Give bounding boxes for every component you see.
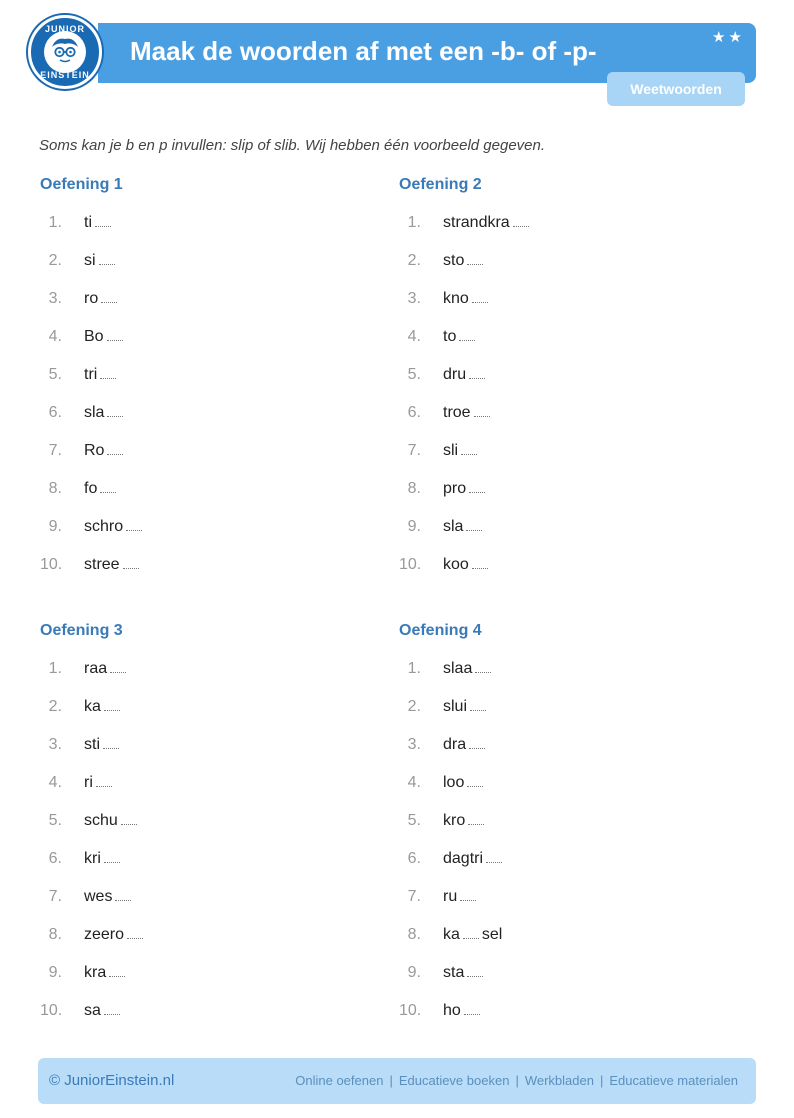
list-item xyxy=(40,441,380,479)
footer xyxy=(38,1058,756,1104)
answer-blank[interactable] xyxy=(461,441,477,455)
list-item xyxy=(399,251,739,289)
item-word-group xyxy=(443,441,477,461)
item-word-group xyxy=(443,403,490,423)
item-word: schu xyxy=(84,812,118,829)
item-number: 10. xyxy=(40,1002,63,1019)
exercise-4 xyxy=(399,621,739,1039)
footer-links xyxy=(295,1073,738,1088)
instruction-text: Soms kan je b en p invullen: slip of slib. Wij hebben één voorbeeld gegeven. xyxy=(39,137,546,154)
item-word: kro xyxy=(443,812,466,829)
item-word-group xyxy=(443,963,483,983)
item-number: 6. xyxy=(48,850,62,867)
answer-blank[interactable] xyxy=(99,251,115,265)
item-number: 8. xyxy=(48,480,62,497)
answer-blank[interactable] xyxy=(104,1001,120,1015)
item-number: 8. xyxy=(407,926,421,943)
answer-blank[interactable] xyxy=(469,365,485,379)
answer-blank[interactable] xyxy=(109,963,125,977)
exercise-title: Oefening 4 xyxy=(399,622,482,639)
exercise-title: Oefening 1 xyxy=(40,176,123,193)
item-word: stree xyxy=(84,556,120,573)
answer-blank[interactable] xyxy=(121,811,137,825)
item-number: 10. xyxy=(40,556,63,573)
footer-link-educatieve-materialen[interactable]: Educatieve materialen xyxy=(609,1073,738,1088)
list-item xyxy=(40,659,380,697)
exercise-1 xyxy=(40,175,380,593)
item-word-group xyxy=(84,697,120,717)
item-word: kri xyxy=(84,850,101,867)
item-word: to xyxy=(443,328,457,345)
logo-text-top: JUNIOR xyxy=(44,24,85,34)
item-word-group xyxy=(84,1001,120,1021)
answer-blank[interactable] xyxy=(100,479,116,493)
answer-blank[interactable] xyxy=(115,887,131,901)
list-item xyxy=(399,441,739,479)
list-item xyxy=(399,963,739,1001)
item-number: 4. xyxy=(48,774,62,791)
logo-text-bottom: EINSTEIN xyxy=(40,70,90,80)
item-word-group xyxy=(443,289,488,309)
category-badge[interactable]: Weetwoorden xyxy=(607,72,745,106)
item-word: troe xyxy=(443,404,471,421)
answer-blank[interactable] xyxy=(110,659,126,673)
list-item xyxy=(399,213,739,251)
item-word: kno xyxy=(443,290,469,307)
item-number: 2. xyxy=(407,698,421,715)
item-number: 3. xyxy=(407,736,421,753)
item-word-group xyxy=(443,251,483,271)
item-word: kra xyxy=(84,964,107,981)
answer-blank[interactable] xyxy=(104,849,120,863)
list-item xyxy=(399,773,739,811)
list-item xyxy=(399,327,739,365)
exercise-2 xyxy=(399,175,739,593)
footer-separator: | xyxy=(389,1073,393,1088)
item-number: 5. xyxy=(48,812,62,829)
exercise-title: Oefening 2 xyxy=(399,176,482,193)
item-word: sti xyxy=(84,736,100,753)
list-item xyxy=(399,697,739,735)
item-word: Ro xyxy=(84,442,105,459)
answer-blank[interactable] xyxy=(475,659,491,673)
item-word-group xyxy=(84,735,119,755)
junior-einstein-logo[interactable] xyxy=(28,15,102,89)
list-item xyxy=(40,811,380,849)
item-word: slaa xyxy=(443,660,473,677)
footer-separator: | xyxy=(599,1073,604,1088)
answer-blank[interactable] xyxy=(467,963,483,977)
answer-blank[interactable] xyxy=(460,887,476,901)
item-word-group xyxy=(443,887,476,907)
answer-blank[interactable] xyxy=(470,697,486,711)
item-word-group xyxy=(84,479,116,499)
item-word-group xyxy=(84,963,125,983)
answer-blank[interactable] xyxy=(467,251,483,265)
answer-blank[interactable] xyxy=(467,773,483,787)
item-word-group xyxy=(84,251,115,271)
item-word: ka xyxy=(443,926,460,943)
list-item xyxy=(40,555,380,593)
list-item xyxy=(40,1001,380,1039)
answer-blank[interactable] xyxy=(463,925,479,939)
item-word: pro xyxy=(443,480,467,497)
list-item xyxy=(40,697,380,735)
item-number: 4. xyxy=(407,774,421,791)
answer-blank[interactable] xyxy=(474,403,490,417)
list-item xyxy=(40,849,380,887)
list-item xyxy=(40,887,380,925)
item-number: 7. xyxy=(407,888,421,905)
item-word-group xyxy=(443,925,502,945)
item-number: 2. xyxy=(48,698,62,715)
answer-blank[interactable] xyxy=(466,517,482,531)
item-number: 1. xyxy=(407,214,421,231)
item-number: 1. xyxy=(48,660,62,677)
answer-blank[interactable] xyxy=(469,735,485,749)
exercise-list xyxy=(399,659,739,1039)
item-number: 9. xyxy=(48,964,62,981)
item-word: fo xyxy=(84,480,98,497)
list-item xyxy=(40,327,380,365)
list-item xyxy=(399,555,739,593)
item-number: 7. xyxy=(48,888,62,905)
item-word: ri xyxy=(84,774,93,791)
list-item xyxy=(40,479,380,517)
footer-brand-link[interactable]: © JuniorEinstein.nl xyxy=(49,1072,175,1089)
item-number: 9. xyxy=(407,964,421,981)
item-word: ro xyxy=(84,290,99,307)
item-word-group xyxy=(443,735,485,755)
answer-blank[interactable] xyxy=(486,849,502,863)
item-word: sto xyxy=(443,252,465,269)
item-word-group xyxy=(443,213,529,233)
item-word: sli xyxy=(443,442,459,459)
answer-blank[interactable] xyxy=(468,811,484,825)
item-word-group xyxy=(84,773,112,793)
answer-blank[interactable] xyxy=(101,289,117,303)
list-item xyxy=(399,517,739,555)
item-word: zeero xyxy=(84,926,125,943)
footer-separator: | xyxy=(515,1073,519,1088)
item-word-group xyxy=(443,811,484,831)
item-number: 3. xyxy=(48,290,62,307)
item-word-group xyxy=(443,517,482,537)
item-word-group xyxy=(84,811,137,831)
item-word-group xyxy=(84,555,139,575)
item-word: slui xyxy=(443,698,468,715)
answer-blank[interactable] xyxy=(100,365,116,379)
item-word-group xyxy=(84,925,143,945)
difficulty-stars-icon: ★★ xyxy=(712,29,745,46)
item-number: 5. xyxy=(48,366,62,383)
item-word-group xyxy=(84,441,123,461)
answer-blank[interactable] xyxy=(123,555,139,569)
item-number: 6. xyxy=(407,850,421,867)
exercise-list xyxy=(40,213,380,593)
item-number: 1. xyxy=(407,660,421,677)
list-item xyxy=(40,213,380,251)
item-word-group xyxy=(84,213,111,233)
exercise-list xyxy=(399,213,739,593)
exercise-title: Oefening 3 xyxy=(40,622,123,639)
item-word: dru xyxy=(443,366,467,383)
item-number: 3. xyxy=(48,736,62,753)
item-number: 4. xyxy=(407,328,421,345)
item-word-group xyxy=(443,1001,480,1021)
footer-link-online-oefenen[interactable]: Online oefenen xyxy=(295,1073,384,1088)
item-word: sa xyxy=(84,1002,101,1019)
answer-blank[interactable] xyxy=(126,517,142,531)
item-number: 8. xyxy=(48,926,62,943)
item-word: tri xyxy=(84,366,98,383)
item-word: koo xyxy=(443,556,469,573)
item-number: 10. xyxy=(399,1002,422,1019)
answer-blank[interactable] xyxy=(472,289,488,303)
list-item xyxy=(40,735,380,773)
answer-blank[interactable] xyxy=(127,925,143,939)
item-number: 2. xyxy=(48,252,62,269)
item-word: sta xyxy=(443,964,465,981)
item-word-group xyxy=(84,849,120,869)
item-word: sla xyxy=(84,404,105,421)
item-word-group xyxy=(84,517,142,537)
list-item xyxy=(399,403,739,441)
footer-link-werkbladen[interactable]: Werkbladen xyxy=(524,1073,594,1088)
item-number: 1. xyxy=(48,214,62,231)
list-item xyxy=(399,479,739,517)
item-word-group xyxy=(84,289,117,309)
item-number: 2. xyxy=(407,252,421,269)
item-word: schro xyxy=(84,518,124,535)
list-item xyxy=(40,289,380,327)
item-number: 7. xyxy=(407,442,421,459)
item-word-group xyxy=(443,327,475,347)
item-number: 8. xyxy=(407,480,421,497)
item-word-group xyxy=(443,849,502,869)
item-word: strandkra xyxy=(443,214,510,231)
item-word: dra xyxy=(443,736,467,753)
item-word: wes xyxy=(84,888,113,905)
item-word: ti xyxy=(84,214,92,231)
answer-blank[interactable] xyxy=(103,735,119,749)
item-word-group xyxy=(84,365,116,385)
answer-blank[interactable] xyxy=(469,479,485,493)
answer-blank[interactable] xyxy=(96,773,112,787)
answer-blank[interactable] xyxy=(107,403,123,417)
answer-blank[interactable] xyxy=(104,697,120,711)
list-item xyxy=(40,365,380,403)
list-item xyxy=(399,849,739,887)
item-word: dagtri xyxy=(443,850,484,867)
item-word-group xyxy=(443,479,485,499)
exercise-list xyxy=(40,659,380,1039)
exercise-3 xyxy=(40,621,380,1039)
item-number: 9. xyxy=(407,518,421,535)
einstein-face-icon xyxy=(44,31,86,73)
item-word: ho xyxy=(443,1002,461,1019)
list-item xyxy=(399,887,739,925)
page-title: Maak de woorden af met een -b- of -p- xyxy=(130,36,597,66)
answer-blank[interactable] xyxy=(107,441,123,455)
item-number: 9. xyxy=(48,518,62,535)
answer-blank[interactable] xyxy=(472,555,488,569)
item-number: 6. xyxy=(407,404,421,421)
item-word-group xyxy=(84,659,126,679)
list-item xyxy=(40,773,380,811)
list-item xyxy=(40,403,380,441)
item-number: 6. xyxy=(48,404,62,421)
item-word-group xyxy=(443,659,491,679)
item-word-group xyxy=(443,773,483,793)
item-word: loo xyxy=(443,774,465,791)
item-number: 10. xyxy=(399,556,422,573)
answer-blank[interactable] xyxy=(95,213,111,227)
item-word: ka xyxy=(84,698,101,715)
item-word: ru xyxy=(443,888,458,905)
answer-blank[interactable] xyxy=(513,213,529,227)
item-number: 5. xyxy=(407,812,421,829)
item-word-group xyxy=(443,697,486,717)
list-item xyxy=(40,925,380,963)
list-item xyxy=(399,289,739,327)
list-item xyxy=(40,963,380,1001)
footer-link-educatieve-boeken[interactable]: Educatieve boeken xyxy=(398,1073,510,1088)
item-number: 7. xyxy=(48,442,62,459)
item-number: 4. xyxy=(48,328,62,345)
list-item xyxy=(399,365,739,403)
list-item xyxy=(399,1001,739,1039)
item-word-group xyxy=(84,327,123,347)
list-item xyxy=(399,659,739,697)
item-word-group xyxy=(84,887,131,907)
item-word: si xyxy=(84,252,96,269)
list-item xyxy=(399,925,739,963)
item-word-suffix: sel xyxy=(481,926,503,943)
item-word: Bo xyxy=(84,328,104,345)
item-word-group xyxy=(443,365,485,385)
item-number: 3. xyxy=(407,290,421,307)
answer-blank[interactable] xyxy=(459,327,475,341)
list-item xyxy=(399,811,739,849)
list-item xyxy=(399,735,739,773)
item-word: raa xyxy=(84,660,108,677)
item-word-group xyxy=(443,555,488,575)
list-item xyxy=(40,517,380,555)
answer-blank[interactable] xyxy=(107,327,123,341)
item-word-group xyxy=(84,403,123,423)
item-word: sla xyxy=(443,518,464,535)
answer-blank[interactable] xyxy=(464,1001,480,1015)
item-number: 5. xyxy=(407,366,421,383)
list-item xyxy=(40,251,380,289)
